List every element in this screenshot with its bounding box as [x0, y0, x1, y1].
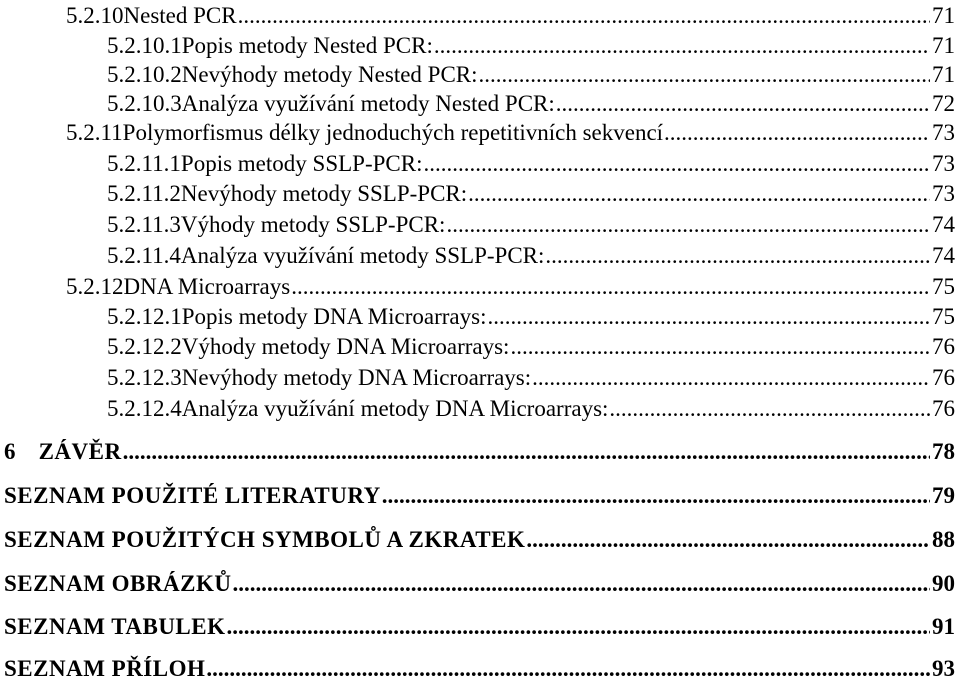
- toc-entry-number: 5.2.11.4: [107, 243, 181, 268]
- toc-entry-title: Polymorfismus délky jednoduchých repetitivních sekvencí: [122, 120, 664, 145]
- toc-entry-number: 5.2.10.1: [107, 33, 182, 58]
- toc-entry-title: Analýza využívání metody SSLP-PCR:: [180, 243, 545, 268]
- dot-leader: [446, 213, 930, 236]
- toc-entry-title: SEZNAM POUŽITÉ LITERATURY: [4, 483, 381, 508]
- toc-entry-number: 5.2.10.3: [107, 91, 182, 116]
- toc-entry-title: Nevýhody metody DNA Microarrays:: [181, 365, 532, 390]
- toc-entry-page: 76: [932, 334, 955, 359]
- toc-entry-page: 75: [932, 274, 955, 299]
- toc-entry-number: 5.2.12: [66, 274, 124, 299]
- toc-entry[interactable]: [0, 213, 955, 236]
- toc-entry[interactable]: [0, 305, 955, 328]
- dot-leader: [526, 528, 930, 551]
- dot-leader: [291, 275, 930, 298]
- toc-entry-title: Analýza využívání metody Nested PCR:: [181, 91, 555, 116]
- toc-entry-title: Nevýhody metody Nested PCR:: [181, 62, 478, 87]
- toc-entry-page: 75: [932, 304, 955, 329]
- toc-entry-page: 73: [932, 120, 955, 145]
- toc-entry[interactable]: [0, 182, 955, 205]
- dot-leader: [510, 335, 930, 358]
- dot-leader: [227, 615, 930, 638]
- toc-entry-title: Výhody metody SSLP-PCR:: [180, 212, 446, 237]
- toc-entry-page: 76: [932, 365, 955, 390]
- toc-entry[interactable]: [0, 275, 955, 298]
- toc-entry-page: 88: [932, 527, 955, 552]
- toc-entry[interactable]: [0, 366, 955, 389]
- toc-entry-title: SEZNAM PŘÍLOH: [4, 656, 206, 681]
- dot-leader: [123, 440, 930, 463]
- toc-entry-page: 93: [932, 656, 955, 681]
- toc-entry-page: 76: [932, 396, 955, 421]
- toc-entry[interactable]: [0, 397, 955, 420]
- toc-entry-page: 91: [932, 614, 955, 639]
- toc-entry-number: 5.2.12.2: [107, 334, 182, 359]
- toc-entry[interactable]: [0, 121, 955, 144]
- dot-leader: [487, 305, 930, 328]
- toc-entry-number: 5.2.11.3: [107, 212, 181, 237]
- dot-leader: [468, 182, 930, 205]
- toc-entry[interactable]: [0, 244, 955, 267]
- toc-entry-title: SEZNAM OBRÁZKŮ: [4, 571, 232, 596]
- toc-entry-title: SEZNAM POUŽITÝCH SYMBOLŮ A ZKRATEK: [4, 527, 526, 552]
- toc-entry-number: 5.2.11: [66, 120, 123, 145]
- dot-leader: [382, 484, 930, 507]
- toc-entry-number: 5.2.12.3: [107, 365, 182, 390]
- dot-leader: [232, 572, 930, 595]
- toc-entry-title: ZÁVĚR: [38, 439, 122, 464]
- dot-leader: [532, 366, 930, 389]
- toc-entry-chapter[interactable]: [0, 484, 955, 507]
- toc-entry-number: 5.2.11.1: [107, 151, 181, 176]
- toc-entry-number: 6: [4, 439, 16, 464]
- toc-entry-number: 5.2.10.2: [107, 62, 182, 87]
- toc-entry-page: 71: [932, 62, 955, 87]
- toc-entry-chapter[interactable]: [0, 572, 955, 595]
- toc-entry-title: Analýza využívání metody DNA Microarrays:: [181, 396, 609, 421]
- dot-leader: [434, 34, 930, 57]
- dot-leader: [556, 92, 930, 115]
- toc-entry-page: 74: [932, 212, 955, 237]
- toc-entry-chapter[interactable]: [0, 528, 955, 551]
- toc-entry-page: 73: [932, 181, 955, 206]
- dot-leader: [206, 657, 930, 680]
- toc-entry-title: SEZNAM TABULEK: [4, 614, 226, 639]
- toc-entry[interactable]: [0, 152, 955, 175]
- toc-entry-page: 72: [932, 91, 955, 116]
- toc-entry-number: 5.2.11.2: [107, 181, 181, 206]
- toc-entry-page: 74: [932, 243, 955, 268]
- toc-entry-page: 73: [932, 151, 955, 176]
- dot-leader: [545, 244, 930, 267]
- toc-entry-chapter[interactable]: [0, 615, 955, 638]
- toc-entry-title: Nevýhody metody SSLP-PCR:: [180, 181, 468, 206]
- dot-leader: [238, 4, 930, 27]
- toc-entry[interactable]: [0, 92, 955, 115]
- toc-entry[interactable]: [0, 4, 955, 27]
- toc-entry-page: 78: [932, 439, 955, 464]
- toc-entry-number: 5.2.12.1: [107, 304, 182, 329]
- toc-entry-chapter[interactable]: [0, 657, 955, 680]
- toc-entry-title: Nested PCR: [123, 3, 237, 28]
- toc-entry-title: Popis metody Nested PCR:: [181, 33, 433, 58]
- toc-entry-page: 71: [932, 3, 955, 28]
- toc-entry-page: 90: [932, 571, 955, 596]
- toc-entry[interactable]: [0, 63, 955, 86]
- dot-leader: [479, 63, 930, 86]
- dot-leader: [664, 121, 930, 144]
- toc-entry-title: Popis metody DNA Microarrays:: [181, 304, 487, 329]
- dot-leader: [423, 152, 930, 175]
- toc-entry[interactable]: [0, 34, 955, 57]
- toc-entry-number: 5.2.12.4: [107, 396, 182, 421]
- toc-entry-title: Popis metody SSLP-PCR:: [180, 151, 423, 176]
- toc-entry-page: 79: [932, 483, 955, 508]
- toc-entry[interactable]: [0, 335, 955, 358]
- toc-entry-page: 71: [932, 33, 955, 58]
- toc-entry-title: DNA Microarrays: [123, 274, 291, 299]
- toc-entry-number: 5.2.10: [66, 3, 124, 28]
- toc-entry-chapter[interactable]: [0, 440, 955, 463]
- toc-entry-title: Výhody metody DNA Microarrays:: [181, 334, 510, 359]
- dot-leader: [609, 397, 930, 420]
